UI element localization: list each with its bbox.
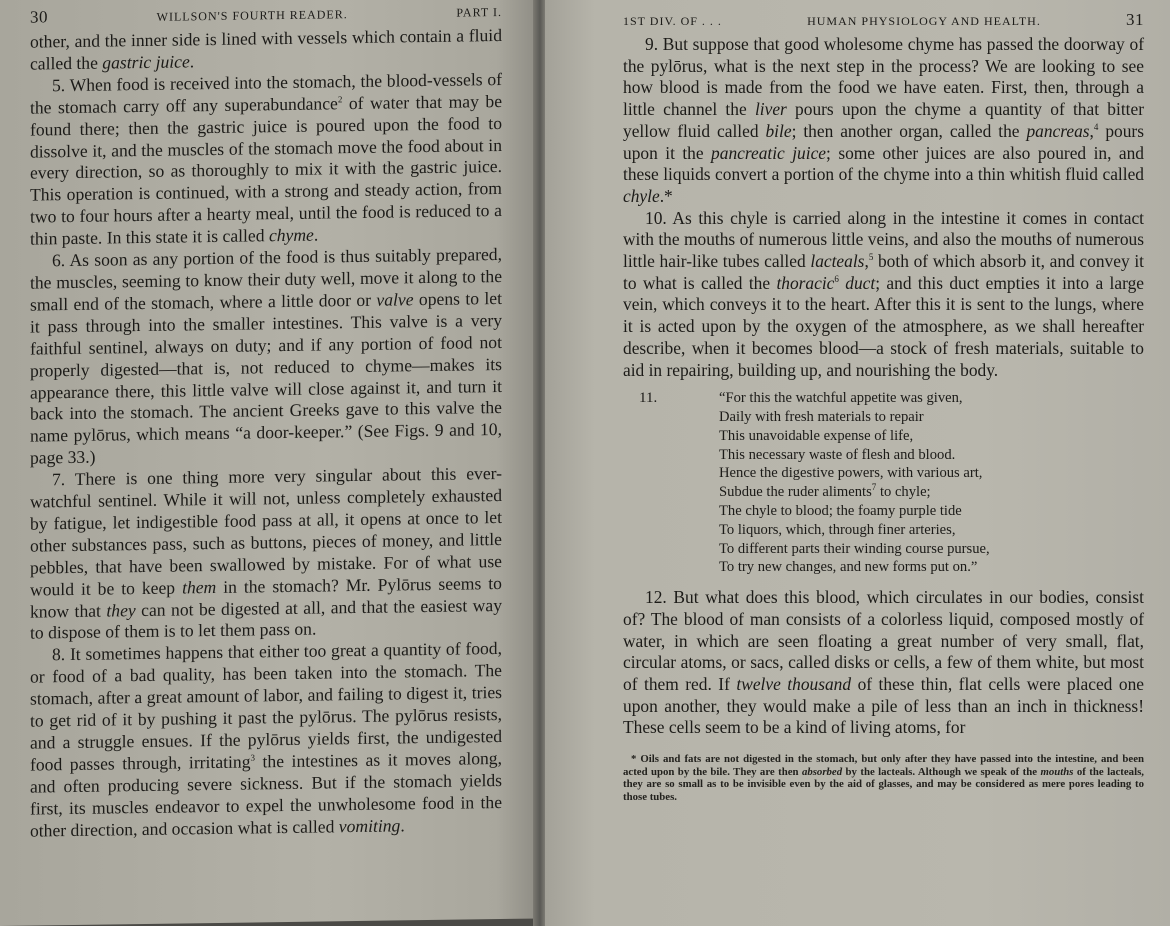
left-part-label: PART I. bbox=[456, 4, 502, 20]
left-page bbox=[0, 0, 540, 926]
poem-line: The chyle to blood; the foamy purple tide bbox=[719, 503, 962, 520]
left-running-title: WILLSON'S FOURTH READER. bbox=[156, 7, 348, 24]
paragraph-p9: 9. But suppose that good wholesome chyme has passed the doorway of the pylōrus, what is the next step in the process? We are looking to see how blood is made from the food we have eaten. First, then, through a little channel the liver pours upon the chyme a quantity of that bitter yellow fluid called bile; then another organ, called the pancreas,$^4$ pours upon it the pancreatic juice; some other juices are also poured in, and these liquids convert a portion of the chyme into a thin whitish fluid called chyle.* bbox=[623, 34, 1145, 206]
left-body-text bbox=[30, 25, 502, 842]
right-body-text-continued bbox=[623, 587, 1144, 739]
poem-line: “For this the watchful appetite was given, bbox=[719, 390, 963, 407]
right-division-label: 1ST DIV. OF . . . bbox=[623, 14, 722, 28]
right-body-text bbox=[623, 34, 1144, 381]
paragraph-p5: 5. When food is received into the stomach, the blood-vessels of the stomach carry off any superabundance$^2$ of water that may be found there; then the gastric juice is poured upon the food to dissolve it, and the muscles of the stomach move the food about in every direction, so as thoroughly to mix it with the gastric juice. This operation is continued, with a strong and steady action, from two to four hours after a hearty meal, until the food is reduced to a thin paste. In this state it is called chyme. bbox=[30, 68, 502, 249]
poem-line: To try new changes, and new forms put on.” bbox=[719, 559, 978, 576]
right-running-head bbox=[623, 10, 1144, 34]
poem-line: Subdue the ruder aliments$^7$ to chyle; bbox=[719, 482, 931, 501]
footnote-text: * Oils and fats are not digested in the stomach, but only after they have passed into the intestine, and been acted upon by the bile. They are then absorbed by the lacteals. Although we speak of the mouths of the lacteals, they are so small as to be invisible even by the aid of glasses, and may be considered as mere pores leading to those tubes. bbox=[623, 753, 1144, 803]
poem-line: This necessary waste of flesh and blood. bbox=[719, 446, 956, 463]
poem-line: This unavoidable expense of life, bbox=[719, 427, 914, 444]
poem-line: Daily with fresh materials to repair bbox=[719, 409, 924, 426]
left-page-number: 30 bbox=[30, 7, 48, 27]
paragraph-p6: 6. As soon as any portion of the food is thus suitably prepared, the muscles, seeming to know their duty well, move it along to the small end of the stomach, where a little door or valve opens to let it pass through into the smaller intestines. This valve is a very faithful sentinel, always on duty; and if any portion of food not properly digested—that is, not reduced to chyme—makes its appearance there, this little valve will close against it, and turn it back into the stomach. The ancient Greeks gave to this valve the name pylōrus, which means “a door-keeper.” (See Figs. 9 and 10, page 33.) bbox=[30, 244, 502, 468]
poem-stanza bbox=[639, 389, 1144, 577]
right-page bbox=[545, 0, 1170, 926]
paragraph-p8: 8. It sometimes happens that either too great a quantity of food, or food of a bad quality, has been taken into the stomach. The stomach, after a great amount of labor, and failing to digest it, tries to get rid of it by pushing it past the pylōrus. The pylōrus resists, and a struggle ensues. If the pylōrus yields first, the undigested food passes through, irritating$^3$ the intestines as it moves along, and often producing severe sickness. But if the stomach yields first, its muscles endeavor to expel the unwholesome food in the other direction, and occasion what is called vomiting. bbox=[30, 638, 502, 841]
poem-line: To liquors, which, through finer arteries, bbox=[719, 521, 956, 538]
poem-line: To different parts their winding course pursue, bbox=[719, 540, 990, 557]
paragraph-p4_cont: other, and the inner side is lined with vessels which contain a fluid called the gastric juice. bbox=[30, 24, 502, 74]
paragraph-p10: 10. As this chyle is carried along in the intestine it comes in contact with the mouths of numerous little veins, and also the mouths of numerous little hair-like tubes called lacteals,$^5$ both of which absorb it, and convey it to what is called the thoracic$^6$ duct; and this duct empties it into a large vein, which conveys it to the heart. After this it is sent to the lungs, where it is acted upon by the oxygen of the atmosphere, as we shall hereafter describe, when it becomes blood—a stock of fresh materials, suitable to aid in repairing, building up, and nourishing the body. bbox=[623, 207, 1144, 380]
poem-line: Hence the digestive powers, with various art, bbox=[719, 465, 983, 482]
footnote bbox=[623, 753, 1144, 803]
stanza-lines bbox=[719, 389, 990, 577]
paragraph-p12: 12. But what does this blood, which circulates in our bodies, consist of? The blood of man consists of a colorless liquid, composed mostly of water, in which are seen floating a great number of very small, flat, circular atoms, or sacs, called disks or cells, a few of them white, but most of them red. If twelve thousand of these thin, flat cells were placed one upon another, they would make a pile of less than an inch in thickness! These cells seem to be a kind of living atoms, for bbox=[623, 587, 1144, 738]
stanza-number: 11. bbox=[639, 390, 658, 407]
paragraph-p7: 7. There is one thing more very singular about this ever-watchful sentinel. While it will not, unless completely exhausted by fatigue, let indigestible food pass at all, it opens at once to let other substances pass, such as buttons, pieces of money, and little pebbles, that have been swallowed by mistake. For of what use would it be to keep them in the stomach? Mr. Pylōrus seems to know that they can not be digested at all, and that the easiest way to dispose of them is to let them pass on. bbox=[30, 463, 502, 644]
right-running-title: HUMAN PHYSIOLOGY AND HEALTH. bbox=[807, 14, 1041, 28]
right-page-number: 31 bbox=[1125, 10, 1144, 29]
